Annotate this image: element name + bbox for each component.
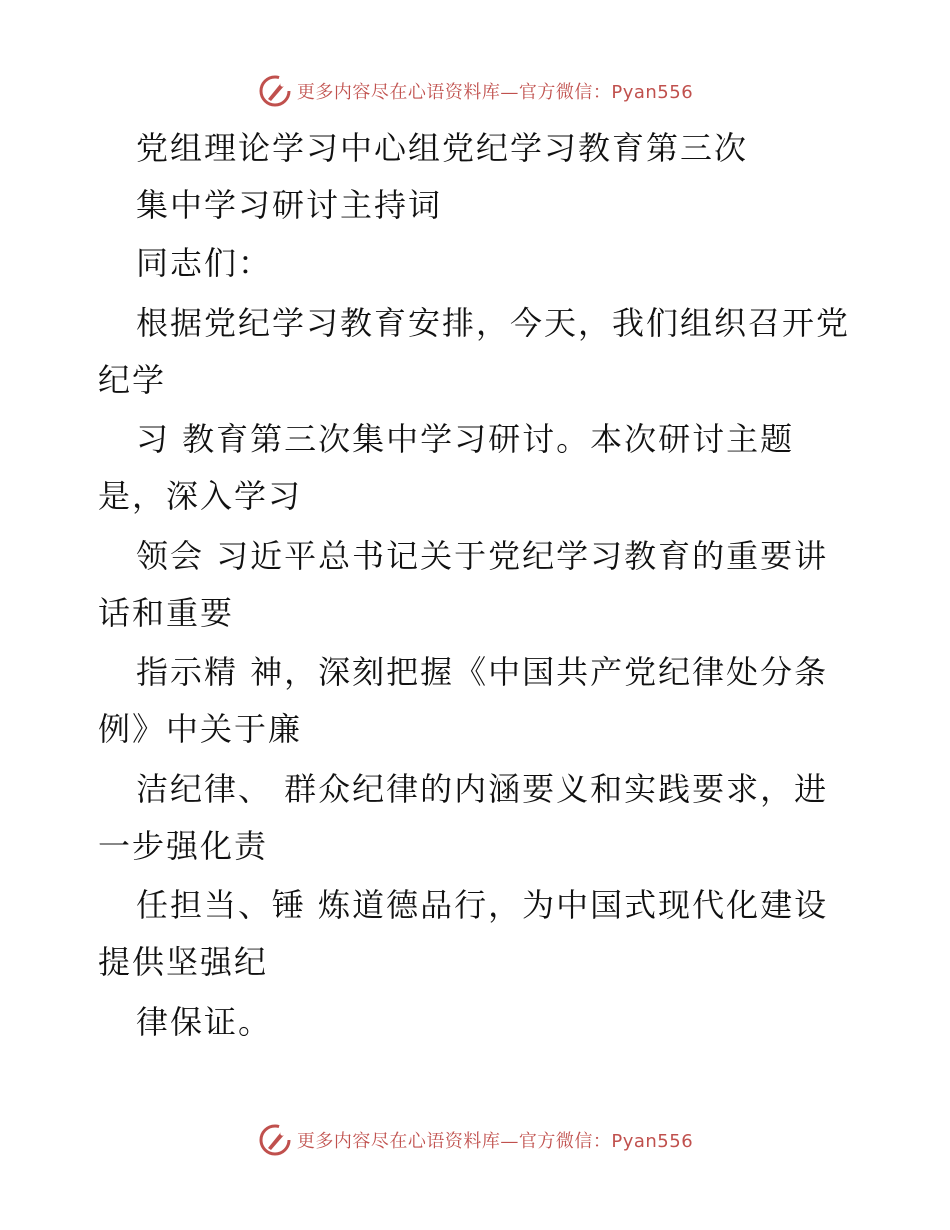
watermark-text: 更多内容尽在心语资料库—官方微信：Pyan556 — [296, 82, 694, 103]
paragraph-line: 话和重要 — [98, 594, 235, 632]
header-watermark — [0, 71, 950, 111]
paragraph-line: 指示精 神，深刻把握《中国共产党纪律处分条 — [136, 653, 829, 691]
paragraph-line: 根据党纪学习教育安排，今天，我们组织召开党 — [136, 304, 851, 342]
paragraph-line: 提供坚强纪 — [98, 943, 269, 981]
footer-watermark — [0, 1120, 950, 1160]
paragraph-line: 例》中关于廉 — [98, 710, 303, 748]
title-line-2: 集中学习研讨主持词 — [136, 186, 443, 224]
pen-logo-icon — [257, 1122, 293, 1158]
watermark-text: 更多内容尽在心语资料库—官方微信：Pyan556 — [296, 1131, 694, 1152]
paragraph-line: 是，深入学习 — [98, 477, 303, 515]
paragraph-line: 纪学 — [98, 361, 167, 399]
paragraph-line: 洁纪律、 群众纪律的内涵要义和实践要求，进 — [136, 770, 829, 808]
paragraph-line: 习 教育第三次集中学习研讨。本次研讨主题 — [136, 420, 795, 458]
paragraph-line: 任担当、锤 炼道德品行，为中国式现代化建设 — [136, 886, 829, 924]
paragraph-line: 一步强化责 — [98, 827, 269, 865]
paragraph-line: 律保证。 — [136, 1003, 273, 1041]
salutation: 同志们： — [136, 244, 273, 282]
title-line-1: 党组理论学习中心组党纪学习教育第三次 — [136, 129, 749, 167]
paragraph-line: 领会 习近平总书记关于党纪学习教育的重要讲 — [136, 537, 829, 575]
pen-logo-icon — [257, 73, 293, 109]
